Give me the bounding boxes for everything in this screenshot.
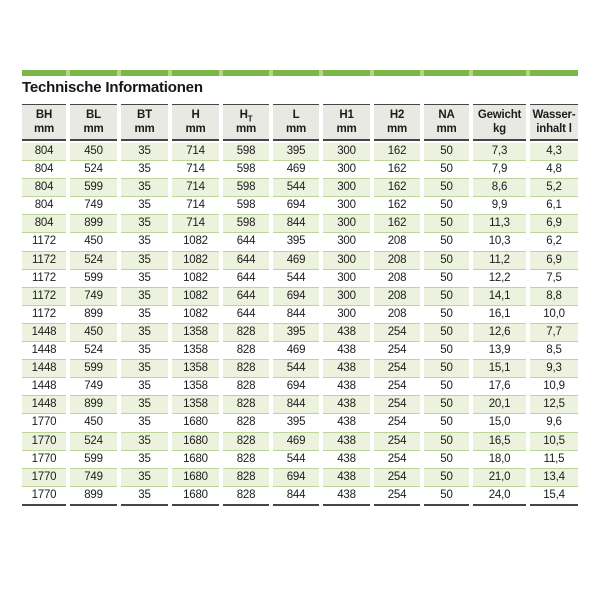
table-cell: 50 xyxy=(424,288,469,306)
table-cell: 395 xyxy=(273,324,319,342)
table-cell: 11,3 xyxy=(473,215,526,233)
table-cell: 599 xyxy=(70,270,117,288)
table-cell: 1082 xyxy=(172,288,219,306)
table-cell: 599 xyxy=(70,451,117,469)
table-cell: 300 xyxy=(323,270,370,288)
accent-bar-segment xyxy=(121,70,168,76)
table-cell: 1082 xyxy=(172,233,219,251)
table-cell: 828 xyxy=(223,414,269,432)
table-cell: 804 xyxy=(22,143,66,161)
table-cell: 395 xyxy=(273,143,319,161)
table-cell: 254 xyxy=(374,433,420,451)
table-cell: 16,5 xyxy=(473,433,526,451)
table-cell: 1770 xyxy=(22,433,66,451)
table-cell: 50 xyxy=(424,342,469,360)
column-header xyxy=(172,104,219,141)
table-cell: 6,9 xyxy=(530,252,578,270)
table-cell: 469 xyxy=(273,252,319,270)
table-cell: 162 xyxy=(374,161,420,179)
table-cell: 1082 xyxy=(172,270,219,288)
table-cell: 828 xyxy=(223,469,269,487)
table-cell: 208 xyxy=(374,306,420,324)
table-cell: 9,9 xyxy=(473,197,526,215)
table-cell: 300 xyxy=(323,288,370,306)
table-cell: 1358 xyxy=(172,342,219,360)
column-header-label: L xyxy=(292,109,300,121)
table-cell: 899 xyxy=(70,215,117,233)
column-header-unit: mm xyxy=(336,123,357,135)
column-header-unit: kg xyxy=(492,123,507,135)
table-cell: 438 xyxy=(323,451,370,469)
table-cell: 254 xyxy=(374,342,420,360)
column-header xyxy=(70,104,117,141)
column-header xyxy=(530,104,578,141)
table-cell: 1358 xyxy=(172,360,219,378)
table-cell: 35 xyxy=(121,396,168,414)
column-header-label: Gewicht xyxy=(477,109,522,121)
table-cell: 599 xyxy=(70,179,117,197)
table-cell: 35 xyxy=(121,252,168,270)
column-header-unit: mm xyxy=(235,123,257,135)
table-cell: 828 xyxy=(223,360,269,378)
table-cell: 35 xyxy=(121,161,168,179)
table-cell: 395 xyxy=(273,233,319,251)
table-cell: 9,3 xyxy=(530,360,578,378)
table-cell: 438 xyxy=(323,324,370,342)
table-cell: 844 xyxy=(273,487,319,506)
table-cell: 1172 xyxy=(22,306,66,324)
column-header-label: BT xyxy=(137,109,152,121)
column-header xyxy=(424,104,469,141)
table-cell: 544 xyxy=(273,270,319,288)
table-cell: 749 xyxy=(70,469,117,487)
table-cell: 1448 xyxy=(22,342,66,360)
accent-bar-segment xyxy=(273,70,319,76)
table-cell: 10,9 xyxy=(530,378,578,396)
table-cell: 524 xyxy=(70,433,117,451)
table-cell: 524 xyxy=(70,252,117,270)
column-header-label: Wasser- xyxy=(532,109,576,121)
table-cell: 644 xyxy=(223,288,269,306)
table-cell: 208 xyxy=(374,233,420,251)
table-cell: 254 xyxy=(374,414,420,432)
table-cell: 12,5 xyxy=(530,396,578,414)
table-cell: 714 xyxy=(172,179,219,197)
table-cell: 35 xyxy=(121,487,168,506)
technical-table xyxy=(22,104,578,506)
table-cell: 899 xyxy=(70,306,117,324)
table-cell: 7,9 xyxy=(473,161,526,179)
table-cell: 714 xyxy=(172,197,219,215)
table-cell: 35 xyxy=(121,324,168,342)
table-cell: 15,4 xyxy=(530,487,578,506)
table-cell: 11,2 xyxy=(473,252,526,270)
column-header-unit: mm xyxy=(285,123,307,135)
table-cell: 50 xyxy=(424,215,469,233)
table-cell: 1770 xyxy=(22,414,66,432)
table-cell: 438 xyxy=(323,378,370,396)
table-cell: 804 xyxy=(22,179,66,197)
table-cell: 1448 xyxy=(22,360,66,378)
table-cell: 300 xyxy=(323,197,370,215)
table-cell: 7,5 xyxy=(530,270,578,288)
table-cell: 544 xyxy=(273,360,319,378)
table-cell: 50 xyxy=(424,469,469,487)
accent-bar-segment xyxy=(22,70,66,76)
table-cell: 16,1 xyxy=(473,306,526,324)
table-cell: 35 xyxy=(121,270,168,288)
table-cell: 300 xyxy=(323,215,370,233)
table-cell: 6,2 xyxy=(530,233,578,251)
accent-bar-segment xyxy=(473,70,526,76)
table-cell: 20,1 xyxy=(473,396,526,414)
column-header-unit: mm xyxy=(386,123,408,135)
table-cell: 208 xyxy=(374,252,420,270)
table-cell: 35 xyxy=(121,179,168,197)
table-cell: 8,5 xyxy=(530,342,578,360)
table-cell: 254 xyxy=(374,487,420,506)
column-header-label: H xyxy=(191,109,200,121)
table-cell: 35 xyxy=(121,433,168,451)
table-cell: 524 xyxy=(70,161,117,179)
table-cell: 844 xyxy=(273,306,319,324)
table-cell: 828 xyxy=(223,433,269,451)
table-cell: 13,4 xyxy=(530,469,578,487)
table-cell: 50 xyxy=(424,197,469,215)
table-cell: 35 xyxy=(121,451,168,469)
table-cell: 828 xyxy=(223,378,269,396)
column-header-unit: mm xyxy=(33,123,55,135)
table-cell: 694 xyxy=(273,378,319,396)
table-cell: 254 xyxy=(374,469,420,487)
accent-bar-segment xyxy=(172,70,219,76)
column-header-unit: mm xyxy=(185,123,206,135)
table-cell: 450 xyxy=(70,414,117,432)
table-cell: 11,5 xyxy=(530,451,578,469)
table-cell: 50 xyxy=(424,360,469,378)
table-cell: 35 xyxy=(121,288,168,306)
table-cell: 15,1 xyxy=(473,360,526,378)
table-cell: 804 xyxy=(22,197,66,215)
table-cell: 1358 xyxy=(172,378,219,396)
table-cell: 598 xyxy=(223,161,269,179)
table-cell: 35 xyxy=(121,414,168,432)
table-cell: 208 xyxy=(374,270,420,288)
table-cell: 50 xyxy=(424,306,469,324)
accent-bar-segment xyxy=(530,70,578,76)
column-header-label: NA xyxy=(438,109,455,121)
table-cell: 438 xyxy=(323,433,370,451)
table-cell: 50 xyxy=(424,270,469,288)
table-cell: 10,3 xyxy=(473,233,526,251)
column-header-unit: mm xyxy=(83,123,104,135)
page-title: Technische Informationen xyxy=(22,79,203,96)
table-cell: 1680 xyxy=(172,451,219,469)
table-cell: 544 xyxy=(273,179,319,197)
table-cell: 300 xyxy=(323,161,370,179)
column-header-unit: mm xyxy=(436,123,457,135)
table-cell: 300 xyxy=(323,252,370,270)
table-cell: 254 xyxy=(374,360,420,378)
table-cell: 4,8 xyxy=(530,161,578,179)
table-cell: 1770 xyxy=(22,469,66,487)
column-header-label: H2 xyxy=(389,109,405,121)
column-header xyxy=(374,104,420,141)
table-cell: 1358 xyxy=(172,396,219,414)
table-cell: 714 xyxy=(172,215,219,233)
accent-bar-segment xyxy=(323,70,370,76)
table-cell: 5,2 xyxy=(530,179,578,197)
table-cell: 450 xyxy=(70,233,117,251)
table-cell: 12,2 xyxy=(473,270,526,288)
table-cell: 714 xyxy=(172,143,219,161)
table-cell: 10,5 xyxy=(530,433,578,451)
table-cell: 50 xyxy=(424,179,469,197)
table-cell: 35 xyxy=(121,360,168,378)
table-cell: 598 xyxy=(223,143,269,161)
table-cell: 844 xyxy=(273,396,319,414)
table-cell: 1680 xyxy=(172,487,219,506)
table-cell: 50 xyxy=(424,396,469,414)
table-cell: 450 xyxy=(70,143,117,161)
table-cell: 1082 xyxy=(172,252,219,270)
table-cell: 15,0 xyxy=(473,414,526,432)
accent-bar-segment xyxy=(374,70,420,76)
table-cell: 828 xyxy=(223,396,269,414)
table-cell: 1448 xyxy=(22,396,66,414)
table-cell: 1770 xyxy=(22,451,66,469)
table-cell: 828 xyxy=(223,487,269,506)
table-cell: 438 xyxy=(323,342,370,360)
table-cell: 1448 xyxy=(22,324,66,342)
table-cell: 1172 xyxy=(22,270,66,288)
table-cell: 1082 xyxy=(172,306,219,324)
table-cell: 50 xyxy=(424,324,469,342)
table-cell: 644 xyxy=(223,252,269,270)
table-cell: 50 xyxy=(424,433,469,451)
table-cell: 714 xyxy=(172,161,219,179)
table-cell: 8,6 xyxy=(473,179,526,197)
table-cell: 1172 xyxy=(22,233,66,251)
table-cell: 50 xyxy=(424,487,469,506)
table-cell: 50 xyxy=(424,252,469,270)
table-cell: 438 xyxy=(323,487,370,506)
column-header xyxy=(323,104,370,141)
table-cell: 254 xyxy=(374,378,420,396)
table-cell: 50 xyxy=(424,143,469,161)
column-header-unit: inhalt l xyxy=(536,123,572,135)
table-cell: 9,6 xyxy=(530,414,578,432)
table-cell: 162 xyxy=(374,215,420,233)
table-cell: 524 xyxy=(70,342,117,360)
table-cell: 749 xyxy=(70,197,117,215)
table-cell: 35 xyxy=(121,378,168,396)
column-header-label: $H_T$ xyxy=(239,109,253,124)
table-cell: 749 xyxy=(70,378,117,396)
table-cell: 162 xyxy=(374,143,420,161)
table-cell: 1448 xyxy=(22,378,66,396)
table-cell: 644 xyxy=(223,233,269,251)
column-header xyxy=(22,104,66,141)
table-cell: 162 xyxy=(374,197,420,215)
table-cell: 300 xyxy=(323,306,370,324)
table-cell: 438 xyxy=(323,414,370,432)
table-cell: 35 xyxy=(121,342,168,360)
table-cell: 438 xyxy=(323,396,370,414)
table-cell: 35 xyxy=(121,306,168,324)
table-cell: 7,3 xyxy=(473,143,526,161)
table-cell: 254 xyxy=(374,451,420,469)
table-cell: 599 xyxy=(70,360,117,378)
table-cell: 208 xyxy=(374,288,420,306)
column-header xyxy=(121,104,168,141)
column-header xyxy=(473,104,526,141)
table-cell: 254 xyxy=(374,324,420,342)
table-cell: 35 xyxy=(121,143,168,161)
table-cell: 7,7 xyxy=(530,324,578,342)
column-header-label: H1 xyxy=(339,109,354,121)
column-header xyxy=(273,104,319,141)
table-cell: 644 xyxy=(223,270,269,288)
technical-info-section xyxy=(22,70,578,506)
table-cell: 899 xyxy=(70,396,117,414)
table-cell: 300 xyxy=(323,143,370,161)
table-cell: 450 xyxy=(70,324,117,342)
table-cell: 469 xyxy=(273,342,319,360)
table-cell: 35 xyxy=(121,233,168,251)
table-cell: 8,8 xyxy=(530,288,578,306)
table-cell: 469 xyxy=(273,161,319,179)
table-cell: 644 xyxy=(223,306,269,324)
table-cell: 828 xyxy=(223,324,269,342)
table-cell: 35 xyxy=(121,215,168,233)
accent-bar-segment xyxy=(70,70,117,76)
table-cell: 10,0 xyxy=(530,306,578,324)
table-cell: 4,3 xyxy=(530,143,578,161)
table-cell: 1358 xyxy=(172,324,219,342)
table-cell: 598 xyxy=(223,179,269,197)
table-cell: 300 xyxy=(323,233,370,251)
table-cell: 694 xyxy=(273,469,319,487)
table-cell: 694 xyxy=(273,288,319,306)
table-cell: 50 xyxy=(424,161,469,179)
table-cell: 254 xyxy=(374,396,420,414)
table-cell: 50 xyxy=(424,414,469,432)
table-cell: 844 xyxy=(273,215,319,233)
table-cell: 1680 xyxy=(172,469,219,487)
accent-bar-segment xyxy=(223,70,269,76)
table-cell: 1770 xyxy=(22,487,66,506)
table-cell: 50 xyxy=(424,451,469,469)
table-cell: 35 xyxy=(121,469,168,487)
table-cell: 804 xyxy=(22,215,66,233)
accent-bar-segment xyxy=(424,70,469,76)
table-cell: 438 xyxy=(323,469,370,487)
table-cell: 544 xyxy=(273,451,319,469)
table-cell: 899 xyxy=(70,487,117,506)
table-cell: 828 xyxy=(223,342,269,360)
table-cell: 598 xyxy=(223,197,269,215)
table-cell: 24,0 xyxy=(473,487,526,506)
table-cell: 300 xyxy=(323,179,370,197)
table-cell: 162 xyxy=(374,179,420,197)
column-header-label: BL xyxy=(86,109,101,121)
table-cell: 828 xyxy=(223,451,269,469)
table-cell: 1680 xyxy=(172,433,219,451)
table-cell: 804 xyxy=(22,161,66,179)
table-cell: 469 xyxy=(273,433,319,451)
column-header-subscript: T xyxy=(247,114,253,124)
column-header-unit: mm xyxy=(134,123,155,135)
table-cell: 50 xyxy=(424,233,469,251)
table-cell: 21,0 xyxy=(473,469,526,487)
table-cell: 395 xyxy=(273,414,319,432)
table-cell: 50 xyxy=(424,378,469,396)
table-cell: 18,0 xyxy=(473,451,526,469)
table-cell: 12,6 xyxy=(473,324,526,342)
column-header xyxy=(223,104,269,141)
table-cell: 749 xyxy=(70,288,117,306)
table-cell: 1172 xyxy=(22,252,66,270)
table-cell: 14,1 xyxy=(473,288,526,306)
table-cell: 6,1 xyxy=(530,197,578,215)
table-cell: 35 xyxy=(121,197,168,215)
table-cell: 1172 xyxy=(22,288,66,306)
table-cell: 13,9 xyxy=(473,342,526,360)
table-cell: 6,9 xyxy=(530,215,578,233)
table-cell: 598 xyxy=(223,215,269,233)
column-header-label: BH xyxy=(35,109,53,121)
table-cell: 17,6 xyxy=(473,378,526,396)
table-cell: 438 xyxy=(323,360,370,378)
accent-bar xyxy=(22,70,578,76)
table-cell: 694 xyxy=(273,197,319,215)
table-cell: 1680 xyxy=(172,414,219,432)
